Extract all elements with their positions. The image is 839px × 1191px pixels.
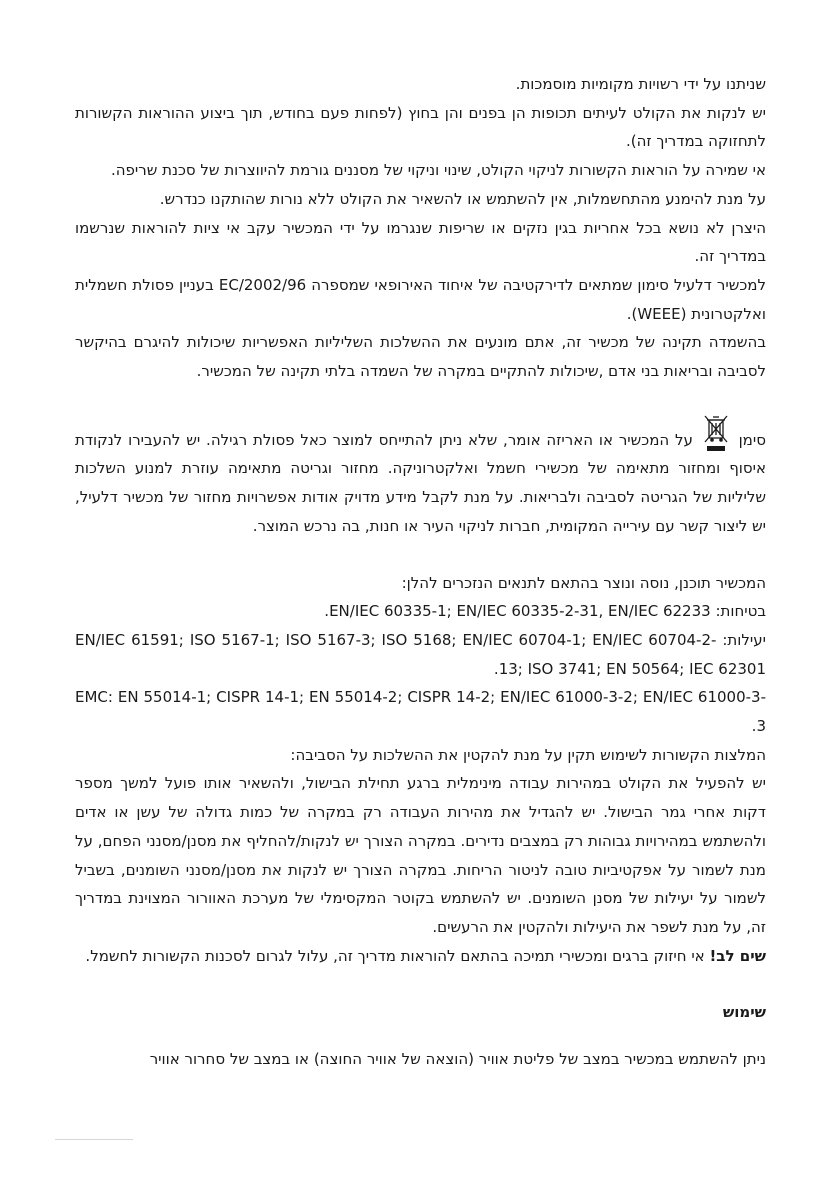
warning-label: שים לב! (709, 946, 766, 965)
paragraph-cleaning-frequency: יש לנקות את הקולט לעיתים תכופות הן בפנים והן בחוץ (לפחות פעם בחודש, תוך ביצוע ההוראות הקשורות לתחזוקה במדריך זה). (75, 103, 766, 151)
section-heading-usage: שימוש (722, 1003, 766, 1022)
crossed-out-wheelie-bin-icon (703, 414, 729, 454)
footer-divider (55, 1139, 133, 1140)
paragraph-electrocution: על מנת להימנע מהתחשמלות, אין להשתמש או להשאיר את הקולט ללא נורות שהותקנו כנדרש. (159, 189, 766, 208)
paragraph-fire-hazard: אי שמירה על הוראות הקשורות לניקוי הקולט, שינוי וניקוי של מסננים גורמת להיווצרות של סכנת שריפה. (110, 161, 766, 180)
warning-text: אי חיזוק ברגים ומכשירי תמיכה בהתאם להוראות מדריך זה, עלול לגרום לסכנות הקשורות לחשמל. (85, 946, 710, 965)
paragraph-efficiency-standards: יעילות: EN/IEC 61591; ISO 5167-1; ISO 5167-3; ISO 5168; EN/IEC 60704-1; EN/IEC 60704-2-13; ISO 3741; EN 50564; IEC 62301. (75, 630, 766, 678)
paragraph-safety-standards: בטיחות: EN/IEC 60335-1; EN/IEC 60335-2-31, EN/IEC 62233. (324, 602, 766, 621)
paragraph-authorities: שניתנו על ידי רשויות מקומיות מוסמכות. (515, 75, 766, 93)
paragraph-warning (75, 942, 766, 971)
paragraph-usage-modes: ניתן להשתמש במכשיר במצב של פליטת אוויר (הוצאה של אוויר החוצה) או במצב של סחרור אוויר (149, 1050, 766, 1069)
paragraph-liability: היצרן לא נושא בכל אחריות בגין נזקים או שריפות שנגרמו על ידי המכשיר עקב אי ציות להוראות שנרשמו במדריך זה. (75, 218, 766, 266)
weee-symbol-text: על המכשיר או האריזה אומר, שלא ניתן להתייחס למוצר כאל פסולת רגילה. יש להעבירו לנקודת איסוף ומחזור מתאימה של מכשירי חשמל ואלקטרוניקה. מחזור וגריטה מתאימה עוזרת למנוע השלכות שליליות של הגריטה לסביבה ולבריאות. על מנת לקבל מידע מדויק אודות אפשרויות מחזור של מכשיר דלעיל, יש ליצור קשר עם עירייה המקומית, חברות לניקוי העיר או חנות, בה נרכש המוצר. (75, 430, 766, 535)
manual-page (75, 70, 766, 1074)
paragraph-environment-heading: המלצות הקשורות לשימוש תקין על מנת להקטין את ההשלכות על הסביבה: (290, 745, 766, 764)
paragraph-weee-directive: למכשיר דלעיל סימון שמתאים לדירקטיבה של איחוד האירופאי שמספרה EC/2002/96 בעניין פסולת חשמלית ואלקטרונית (WEEE). (75, 275, 766, 323)
paragraph-weee-symbol (75, 414, 766, 541)
weee-symbol-label: סימן (738, 430, 766, 449)
paragraph-design-standards: המכשיר תוכנן, נוסה ונוצר בהתאם לתנאים הנזכרים להלן: (401, 573, 766, 592)
paragraph-usage-recommendations: יש להפעיל את הקולט במהירות עבודה מינימלית ברגע תחילת הבישול, ולהשאיר אותו פועל למשך מספר דקות אחרי גמר הבישול. יש להגדיל את מהירות העבודה רק במקרה של כמות גדולה של עשן או אדים ולהשתמש במהירויות גבוהות רק במצבים נדירים. במקרה הצורך יש לנקות/להחליף את מסנן/מסנני הפחם, על מנת לשמור על אפקטיביות טובה לניטור הריחות. במקרה הצורך יש לנקות את מסנן/מסנני השומנים, בשביל לשמור על יעילות של מסנן השומנים. יש להשתמש בקוטר המקסימלי של מערכת האוורור המצוינת במדריך זה, על מנת לשפר את היעילות ולהקטין את הרעשים. (75, 774, 766, 936)
paragraph-proper-disposal: בהשמדה תקינה של מכשיר זה, אתם מונעים את ההשלכות השליליות האפשריות שיכולות להיגרם בהיקשר לסביבה ובריאות בני אדם ,שיכולות להתקיים במקרה של השמדה בלתי תקינה של המכשיר. (75, 333, 766, 381)
paragraph-emc-standards: EMC: EN 55014-1; CISPR 14-1; EN 55014-2; CISPR 14-2; EN/IEC 61000-3-2; EN/IEC 61000-3-3. (75, 688, 766, 736)
